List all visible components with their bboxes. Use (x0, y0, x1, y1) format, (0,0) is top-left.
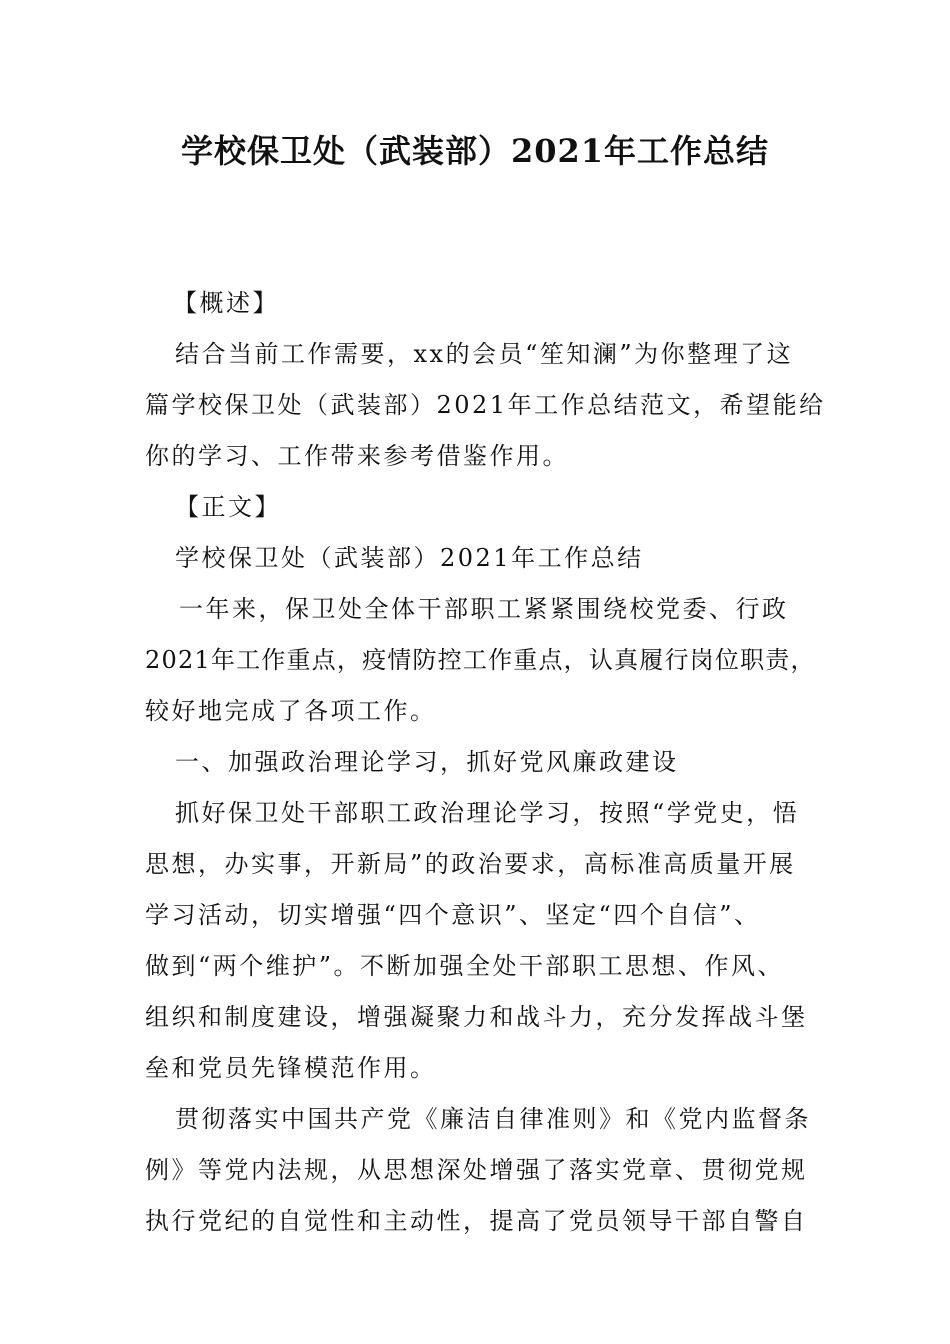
subtitle-line: 学校保卫处（武装部）2021年工作总结 (175, 544, 644, 572)
body-line: 学习活动，切实增强“四个意识”、坚定“四个自信”、 (145, 901, 761, 929)
body-line: 结合当前工作需要，xx的会员“笙知澜”为你整理了这 (175, 340, 794, 368)
body-line: 思想，办实事，开新局”的政治要求，高标准高质量开展 (145, 850, 796, 878)
body-line: 做到“两个维护”。不断加强全处干部职工思想、作风、 (145, 952, 785, 980)
body-line: 执行党纪的自觉性和主动性，提高了党员领导干部自警自 (145, 1207, 808, 1235)
document-title: 学校保卫处（武装部）2021年工作总结 (180, 132, 770, 170)
body-line: 篇学校保卫处（武装部）2021年工作总结范文，希望能给 (145, 391, 826, 419)
body-line: 贯彻落实中国共产党《廉洁自律准则》和《党内监督条 (175, 1105, 811, 1133)
document-body (145, 278, 825, 1247)
body-line: 一年来，保卫处全体干部职工紧紧围绕校党委、行政 (179, 595, 789, 623)
section-label-summary: 【概述】 (173, 289, 279, 317)
body-line: 例》等党内法规，从思想深处增强了落实党章、贯彻党规 (145, 1156, 808, 1184)
body-line: 组织和制度建设，增强凝聚力和战斗力，充分发挥战斗堡 (145, 1003, 808, 1031)
section-label-main: 【正文】 (175, 493, 281, 521)
body-line: 抓好保卫处干部职工政治理论学习，按照“学党史，悟 (175, 799, 800, 827)
body-line: 2021年工作重点，疫情防控工作重点，认真履行岗位职责， (145, 646, 816, 674)
body-line: 你的学习、工作带来参考借鉴作用。 (145, 442, 569, 470)
body-line: 垒和党员先锋模范作用。 (145, 1054, 437, 1082)
body-line: 较好地完成了各项工作。 (145, 697, 437, 725)
section-heading: 一、加强政治理论学习，抓好党风廉政建设 (175, 748, 679, 776)
